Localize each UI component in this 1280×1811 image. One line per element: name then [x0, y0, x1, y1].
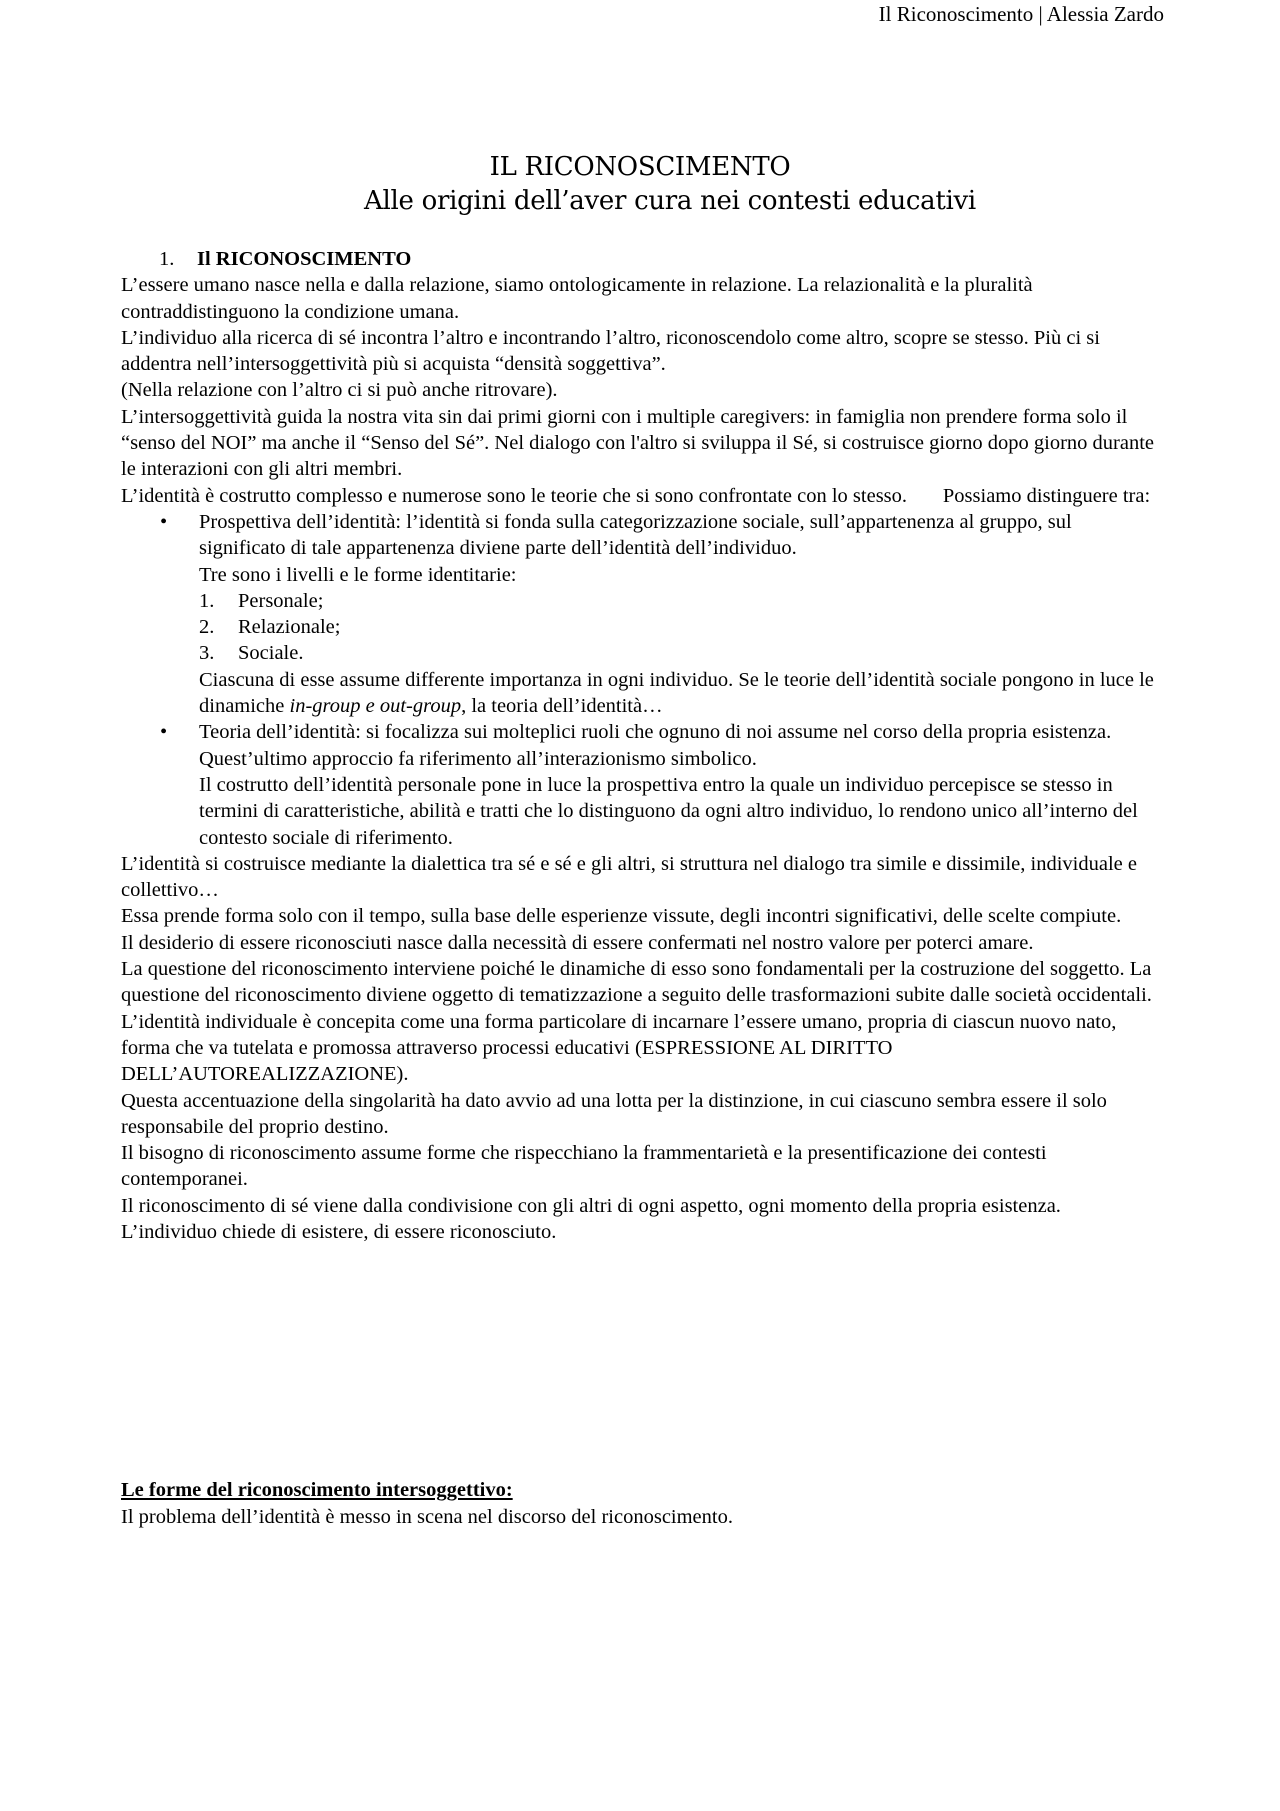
bullet-text: Teoria dell’identità: si focalizza sui molteplici ruoli che ognuno di noi assume nel corso della propria esistenza. Quest’ultimo approccio fa riferimento all’interazionismo simbolico.	[199, 721, 1112, 770]
bullet-paragraph: Il costrutto dell’identità personale pone in luce la prospettiva entro la quale un individuo percepisce se stesso in termini di caratteristiche, abilità e tratti che lo distinguono da ogni altro individuo, lo rendono unico all’interno del contesto sociale di riferimento.	[199, 773, 1138, 849]
bullet-list	[121, 509, 1161, 851]
section-paragraph: Il problema dell’identità è messo in scena nel discorso del riconoscimento.	[121, 1505, 733, 1528]
bullet-text: Prospettiva dell’identità: l’identità si fonda sulla categorizzazione sociale, sull’appartenenza al gruppo, sul significato di tale appartenenza diviene parte dell’identità dell’individuo.	[199, 510, 1072, 560]
list-number: 2.	[199, 616, 215, 639]
body-paragraph: Il riconoscimento di sé viene dalla condivisione con gli altri di ogni aspetto, ogni momento della propria esistenza. L’individuo chiede di esistere, di essere riconosciuto.	[121, 1194, 1061, 1243]
intro-paragraph: L’individuo alla ricerca di sé incontra l’altro e incontrando l’altro, riconoscendolo come altro, scopre se stesso. Più ci si addentra nell’intersoggettività più si acquista “densità soggettiva”.	[121, 326, 1100, 376]
bullet-paragraph	[199, 667, 1161, 720]
bullet-icon: •	[160, 510, 168, 533]
list-item	[199, 640, 1161, 666]
list-label: Personale;	[238, 589, 324, 612]
italic-term: in-group e out-group	[289, 695, 462, 718]
list-label: Sociale.	[238, 642, 304, 665]
list-item	[199, 588, 1161, 614]
text-run: Ciascuna di esse assume differente importanza in ogni individuo. Se le teorie dell’identità sociale pongono in luce le dinamiche	[199, 668, 1154, 718]
body-paragraph: Essa prende forma solo con il tempo, sulla base delle esperienze vissute, degli incontri significativi, delle scelte compiute.	[121, 905, 1122, 928]
document-title: IL RICONOSCIMENTO	[489, 152, 791, 182]
body-paragraph: Questa accentuazione della singolarità ha dato avvio ad una lotta per la distinzione, in cui ciascuno sembra essere il solo responsabile del proprio destino.	[121, 1089, 1107, 1138]
bullet-item	[121, 509, 1161, 719]
heading-text: Il RICONOSCIMENTO	[197, 248, 412, 270]
section-heading-2: Le forme del riconoscimento intersoggettivo:	[121, 1479, 513, 1502]
list-label: Relazionale;	[238, 616, 341, 639]
levels-intro: Tre sono i livelli e le forme identitarie:	[199, 563, 517, 586]
list-item	[199, 614, 1161, 640]
body-paragraph: L’identità individuale è concepita come una forma particolare di incarnare l’essere umano, propria di ciascun nuovo nato, forma che va tutelata e promossa attraverso processi educativi (ESPRESSIONE AL DIRITTO DELL’AUTOREALIZZAZIONE).	[121, 1010, 1117, 1086]
bullet-item	[121, 719, 1161, 850]
intro-paragraph: (Nella relazione con l’altro ci si può anche ritrovare).	[121, 379, 558, 402]
body-paragraph: La questione del riconoscimento interviene poiché le dinamiche di esso sono fondamentali per la costruzione del soggetto. La questione del riconoscimento diviene oggetto di tematizzazione a seguito delle trasformazioni subite dalle società occidentali.	[121, 958, 1152, 1007]
intro-paragraph: L’intersoggettività guida la nostra vita sin dai primi giorni con i multiple caregivers: in famiglia non prendere forma solo il “senso del NOI” ma anche il “Senso del Sé”. Nel dialogo con l'altro si sviluppa il Sé, si costruisce giorno dopo giorno durante le interazioni con gli altri membri.	[121, 405, 1155, 481]
document-body	[121, 246, 1161, 1530]
list-number: 3.	[199, 642, 215, 665]
spacer	[121, 1245, 1161, 1477]
intro-paragraph: L’essere umano nasce nella e dalla relazione, siamo ontologicamente in relazione. La relazionalità e la pluralità contraddistinguono la condizione umana.	[121, 274, 1033, 323]
title-block	[0, 150, 1280, 218]
section-heading-1	[121, 246, 1161, 272]
body-paragraph: Il desiderio di essere riconosciuti nasce dalla necessità di essere confermati nel nostro valore per poterci amare.	[121, 931, 1034, 954]
intro-paragraph: L’identità è costrutto complesso e numerose sono le teorie che si sono confrontate con lo stesso. Possiamo distinguere tra:	[121, 484, 1151, 507]
bullet-icon: •	[160, 721, 168, 744]
list-number: 1.	[199, 589, 215, 612]
body-paragraph: Il bisogno di riconoscimento assume forme che rispecchiano la frammentarietà e la presentificazione dei contesti contemporanei.	[121, 1142, 1047, 1191]
body-paragraph: L’identità si costruisce mediante la dialettica tra sé e sé e gli altri, si struttura nel dialogo tra simile e dissimile, individuale e collettivo…	[121, 852, 1137, 902]
page-header: Il Riconoscimento | Alessia Zardo	[878, 2, 1164, 26]
levels-list	[199, 588, 1161, 667]
document-subtitle: Alle origini dell’aver cura nei contesti educativi	[364, 186, 976, 216]
heading-number: 1.	[159, 248, 175, 270]
text-run: , la teoria dell’identità…	[461, 695, 663, 718]
